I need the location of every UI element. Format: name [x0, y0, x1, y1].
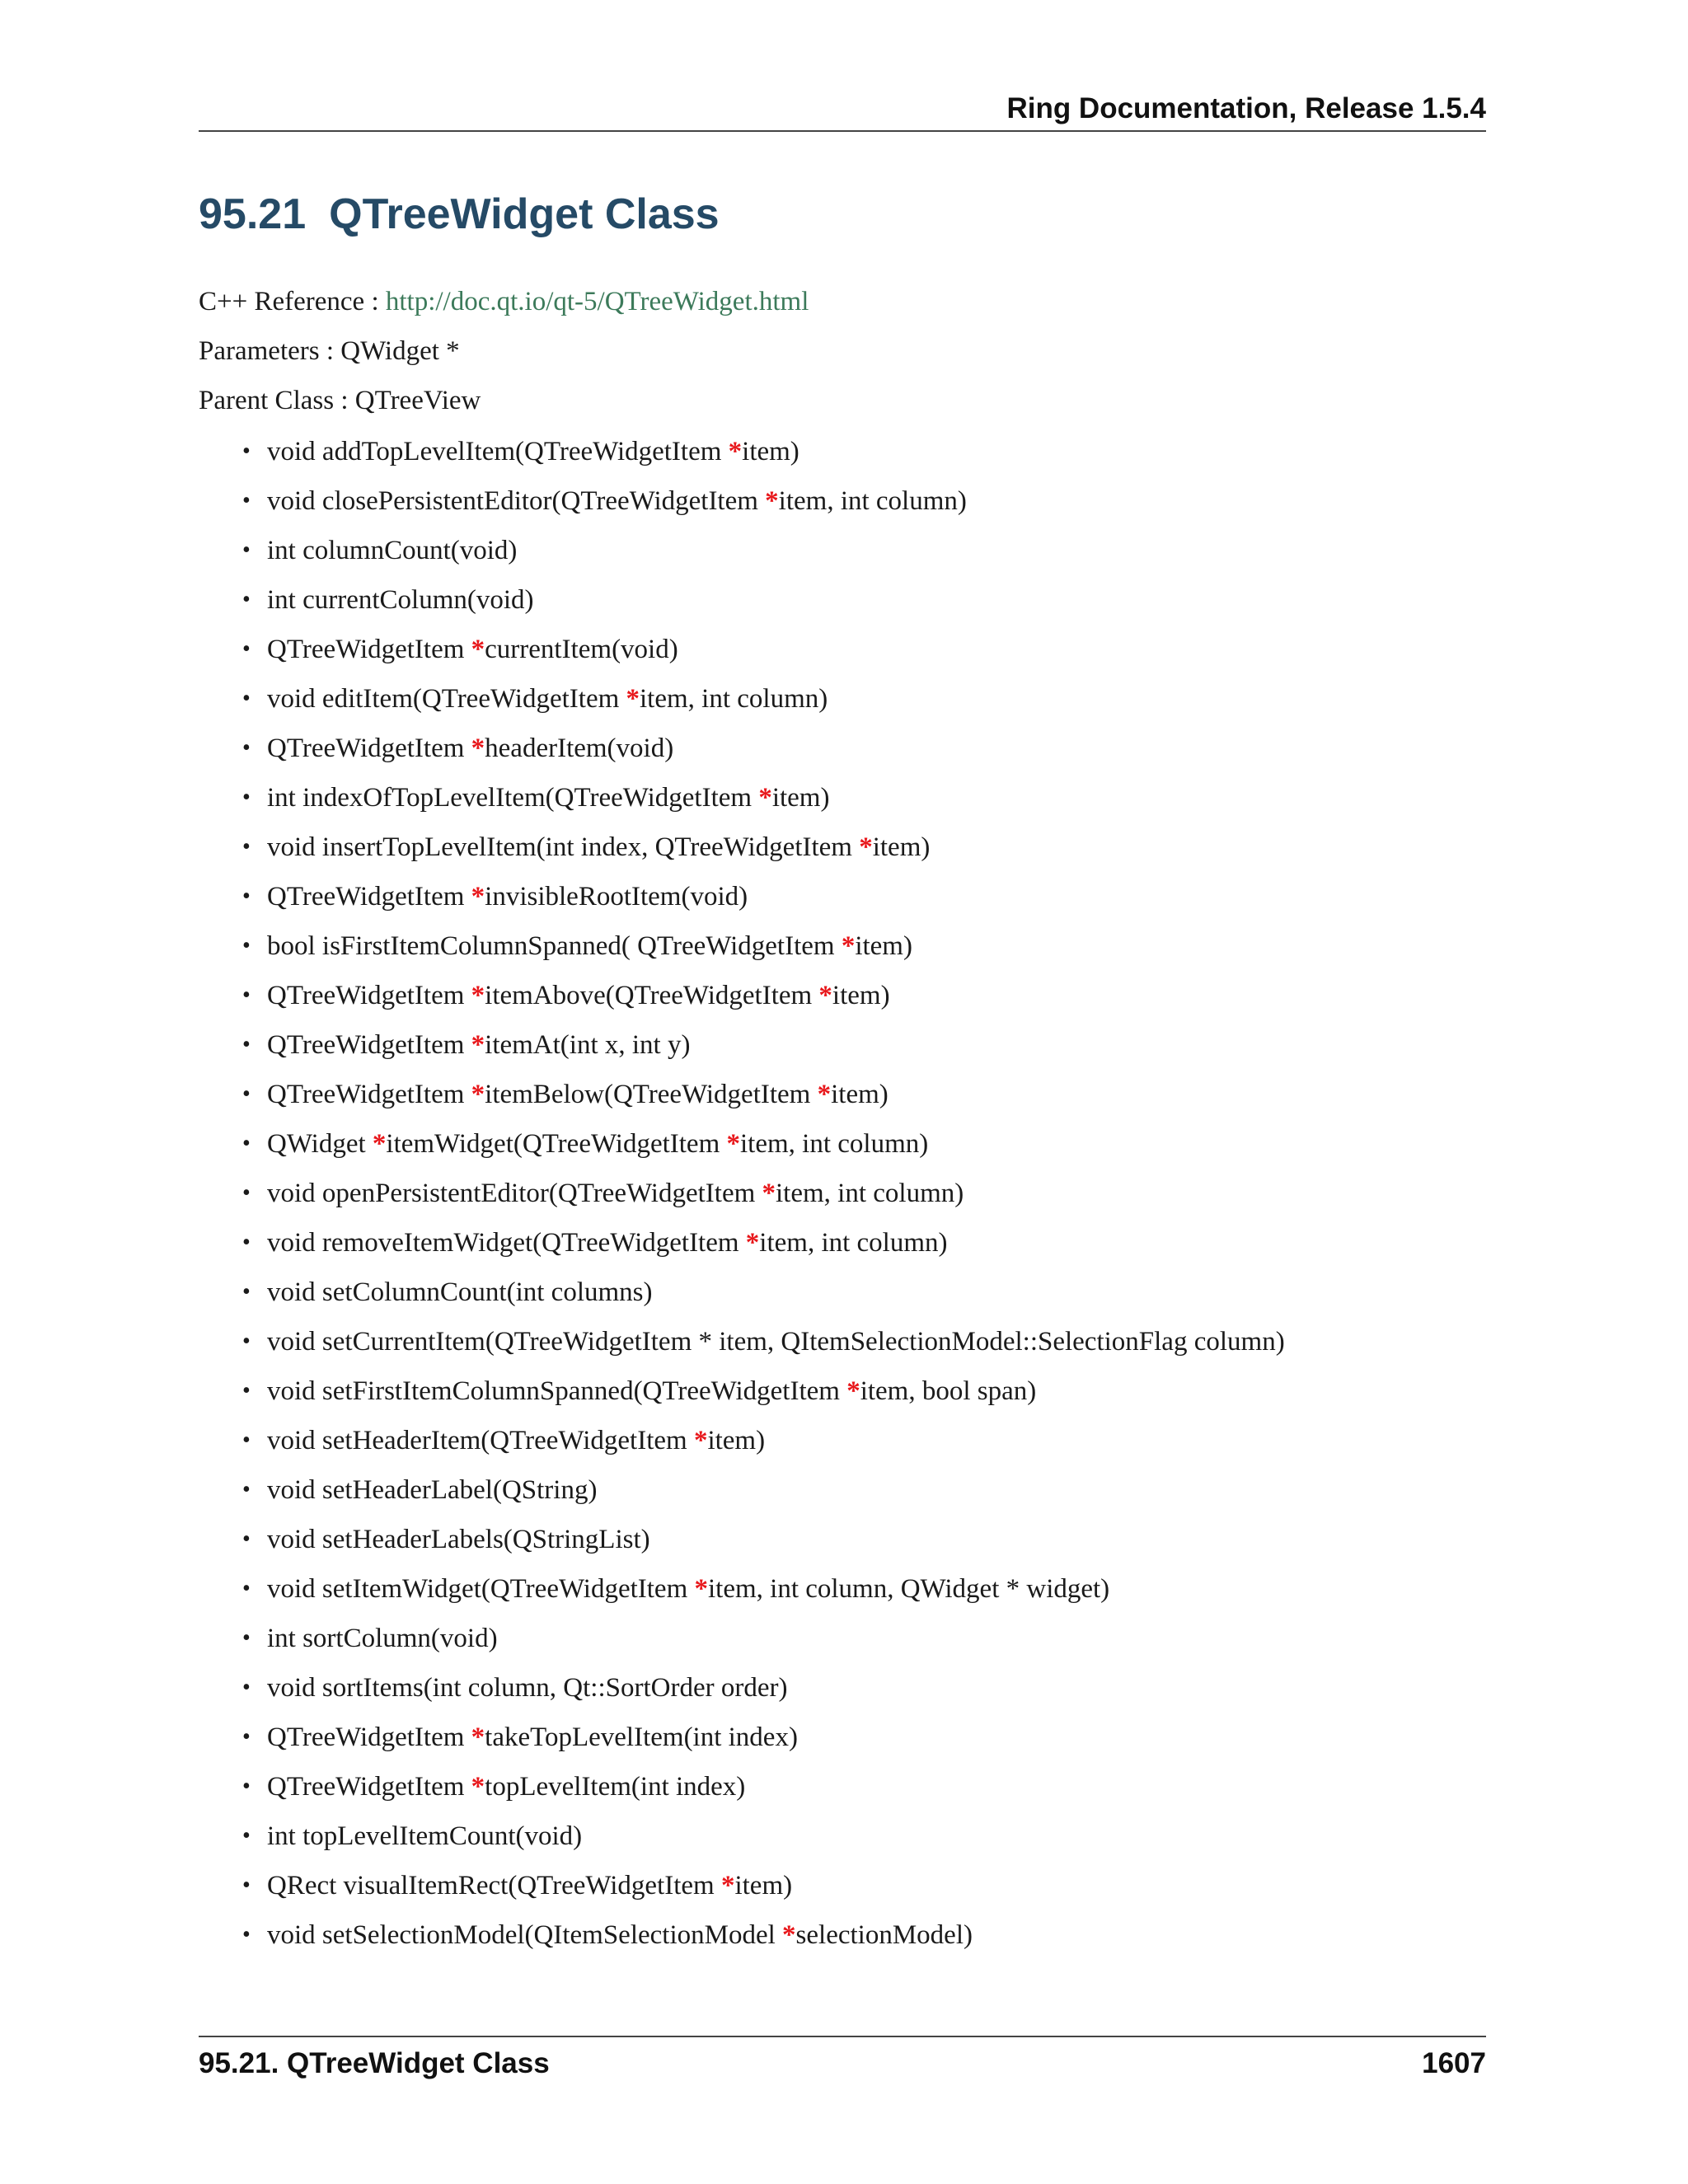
- bullet-icon: •: [242, 1279, 251, 1305]
- method-signature: void openPersistentEditor(QTreeWidgetItem *item, int column): [267, 1179, 964, 1208]
- document-title: Ring Documentation, Release 1.5.4: [1006, 92, 1486, 124]
- method-item: [242, 1572, 1285, 1622]
- pointer-star: *: [471, 1722, 485, 1752]
- bullet-icon: •: [242, 1724, 251, 1750]
- pointer-star: *: [817, 1080, 832, 1109]
- bullet-icon: •: [242, 982, 251, 1008]
- method-item: [242, 930, 1285, 979]
- method-item: [242, 485, 1285, 534]
- method-item: [242, 633, 1285, 682]
- method-signature: void setSelectionModel(QItemSelectionModel *selectionModel): [267, 1920, 973, 1950]
- bullet-icon: •: [242, 785, 251, 810]
- pointer-star: *: [726, 1129, 741, 1159]
- pointer-star: *: [693, 1426, 708, 1455]
- bullet-icon: •: [242, 587, 251, 612]
- pointer-star: *: [471, 1080, 485, 1109]
- method-signature: int sortColumn(void): [267, 1624, 498, 1653]
- method-signature: int currentColumn(void): [267, 585, 534, 615]
- bullet-icon: •: [242, 1131, 251, 1156]
- method-item: [242, 1078, 1285, 1127]
- method-item: [242, 880, 1285, 930]
- parent-class-line: Parent Class : QTreeView: [199, 386, 481, 415]
- pointer-star: *: [720, 1871, 735, 1900]
- cpp-reference-label: C++ Reference :: [199, 287, 386, 316]
- method-signature: QTreeWidgetItem *currentItem(void): [267, 635, 678, 664]
- method-signature: void setColumnCount(int columns): [267, 1277, 653, 1307]
- bullet-icon: •: [242, 1081, 251, 1107]
- method-signature: QTreeWidgetItem *topLevelItem(int index): [267, 1772, 746, 1802]
- pointer-star: *: [745, 1228, 760, 1258]
- pointer-star: *: [758, 783, 772, 813]
- method-item: [242, 1523, 1285, 1572]
- method-item: [242, 1226, 1285, 1276]
- method-item: [242, 1919, 1285, 1968]
- section-name: QTreeWidget Class: [329, 190, 720, 238]
- method-item: [242, 1424, 1285, 1474]
- method-item: [242, 534, 1285, 583]
- bullet-icon: •: [242, 933, 251, 958]
- method-signature: void closePersistentEditor(QTreeWidgetItem *item, int column): [267, 486, 967, 516]
- method-list: [242, 435, 1285, 1968]
- method-signature: void insertTopLevelItem(int index, QTreeWidgetItem *item): [267, 832, 931, 862]
- method-item: [242, 682, 1285, 732]
- method-signature: int topLevelItemCount(void): [267, 1821, 583, 1851]
- method-signature: void setHeaderLabel(QString): [267, 1475, 598, 1505]
- bullet-icon: •: [242, 1774, 251, 1799]
- method-item: [242, 979, 1285, 1029]
- method-signature: void setCurrentItem(QTreeWidgetItem * item, QItemSelectionModel::SelectionFlag column): [267, 1327, 1285, 1357]
- method-item: [242, 1622, 1285, 1671]
- section-title: [199, 190, 720, 239]
- pointer-star: *: [471, 1772, 485, 1802]
- footer-section: 95.21. QTreeWidget Class: [199, 2047, 550, 2079]
- method-item: [242, 732, 1285, 781]
- page-footer: [199, 2036, 1486, 2087]
- bullet-icon: •: [242, 1576, 251, 1601]
- method-signature: void sortItems(int column, Qt::SortOrder order): [267, 1673, 788, 1703]
- pointer-star: *: [846, 1376, 860, 1406]
- pointer-star: *: [728, 437, 743, 466]
- pointer-star: *: [626, 684, 640, 714]
- bullet-icon: •: [242, 735, 251, 761]
- method-item: [242, 583, 1285, 633]
- bullet-icon: •: [242, 1230, 251, 1255]
- pointer-star: *: [694, 1574, 708, 1604]
- pointer-star: *: [818, 981, 832, 1010]
- bullet-icon: •: [242, 537, 251, 563]
- bullet-icon: •: [242, 1032, 251, 1057]
- method-item: [242, 1177, 1285, 1226]
- section-number: 95.21: [199, 190, 307, 238]
- method-signature: QTreeWidgetItem *itemAbove(QTreeWidgetItem *item): [267, 981, 890, 1010]
- method-item: [242, 435, 1285, 485]
- pointer-star: *: [471, 635, 485, 664]
- method-signature: int indexOfTopLevelItem(QTreeWidgetItem *item): [267, 783, 830, 813]
- method-item: [242, 1375, 1285, 1424]
- method-signature: int columnCount(void): [267, 536, 518, 565]
- pointer-star: *: [471, 882, 485, 912]
- method-item: [242, 1721, 1285, 1770]
- bullet-icon: •: [242, 1329, 251, 1354]
- method-item: [242, 1127, 1285, 1177]
- bullet-icon: •: [242, 1872, 251, 1898]
- pointer-star: *: [471, 1030, 485, 1060]
- pointer-star: *: [859, 832, 873, 862]
- method-item: [242, 831, 1285, 880]
- pointer-star: *: [762, 1179, 776, 1208]
- method-signature: void addTopLevelItem(QTreeWidgetItem *item): [267, 437, 799, 466]
- method-signature: void setItemWidget(QTreeWidgetItem *item, int column, QWidget * widget): [267, 1574, 1110, 1604]
- bullet-icon: •: [242, 883, 251, 909]
- parameters-line: Parameters : QWidget *: [199, 336, 460, 366]
- pointer-star: *: [372, 1129, 387, 1159]
- bullet-icon: •: [242, 1378, 251, 1404]
- pointer-star: *: [782, 1920, 796, 1950]
- bullet-icon: •: [242, 1180, 251, 1206]
- method-signature: QTreeWidgetItem *itemBelow(QTreeWidgetItem *item): [267, 1080, 889, 1109]
- bullet-icon: •: [242, 1526, 251, 1552]
- cpp-reference-link[interactable]: http://doc.qt.io/qt-5/QTreeWidget.html: [385, 287, 809, 316]
- bullet-icon: •: [242, 1823, 251, 1849]
- method-item: [242, 1276, 1285, 1325]
- bullet-icon: •: [242, 1625, 251, 1651]
- page-number: 1607: [1422, 2047, 1486, 2079]
- method-signature: void editItem(QTreeWidgetItem *item, int column): [267, 684, 828, 714]
- bullet-icon: •: [242, 834, 251, 860]
- bullet-icon: •: [242, 1922, 251, 1947]
- pointer-star: *: [765, 486, 779, 516]
- cpp-reference-line: [199, 285, 809, 318]
- method-signature: void setFirstItemColumnSpanned(QTreeWidgetItem *item, bool span): [267, 1376, 1037, 1406]
- method-signature: QWidget *itemWidget(QTreeWidgetItem *item, int column): [267, 1129, 929, 1159]
- bullet-icon: •: [242, 1675, 251, 1700]
- pointer-star: *: [841, 931, 856, 961]
- method-signature: void setHeaderItem(QTreeWidgetItem *item): [267, 1426, 766, 1455]
- bullet-icon: •: [242, 636, 251, 662]
- bullet-icon: •: [242, 488, 251, 513]
- method-item: [242, 1474, 1285, 1523]
- method-signature: QTreeWidgetItem *takeTopLevelItem(int index): [267, 1722, 798, 1752]
- method-signature: void setHeaderLabels(QStringList): [267, 1525, 650, 1554]
- method-signature: QTreeWidgetItem *itemAt(int x, int y): [267, 1030, 691, 1060]
- bullet-icon: •: [242, 1477, 251, 1502]
- method-item: [242, 1820, 1285, 1869]
- bullet-icon: •: [242, 1427, 251, 1453]
- page-header: [199, 89, 1486, 132]
- method-item: [242, 1029, 1285, 1078]
- pointer-star: *: [471, 733, 485, 763]
- method-signature: bool isFirstItemColumnSpanned( QTreeWidgetItem *item): [267, 931, 912, 961]
- pointer-star: *: [471, 981, 485, 1010]
- method-item: [242, 1869, 1285, 1919]
- method-item: [242, 781, 1285, 831]
- method-signature: QTreeWidgetItem *headerItem(void): [267, 733, 674, 763]
- method-signature: QTreeWidgetItem *invisibleRootItem(void): [267, 882, 748, 912]
- method-signature: void removeItemWidget(QTreeWidgetItem *item, int column): [267, 1228, 948, 1258]
- method-item: [242, 1770, 1285, 1820]
- method-item: [242, 1671, 1285, 1721]
- method-item: [242, 1325, 1285, 1375]
- bullet-icon: •: [242, 686, 251, 711]
- method-signature: QRect visualItemRect(QTreeWidgetItem *item): [267, 1871, 793, 1900]
- bullet-icon: •: [242, 438, 251, 464]
